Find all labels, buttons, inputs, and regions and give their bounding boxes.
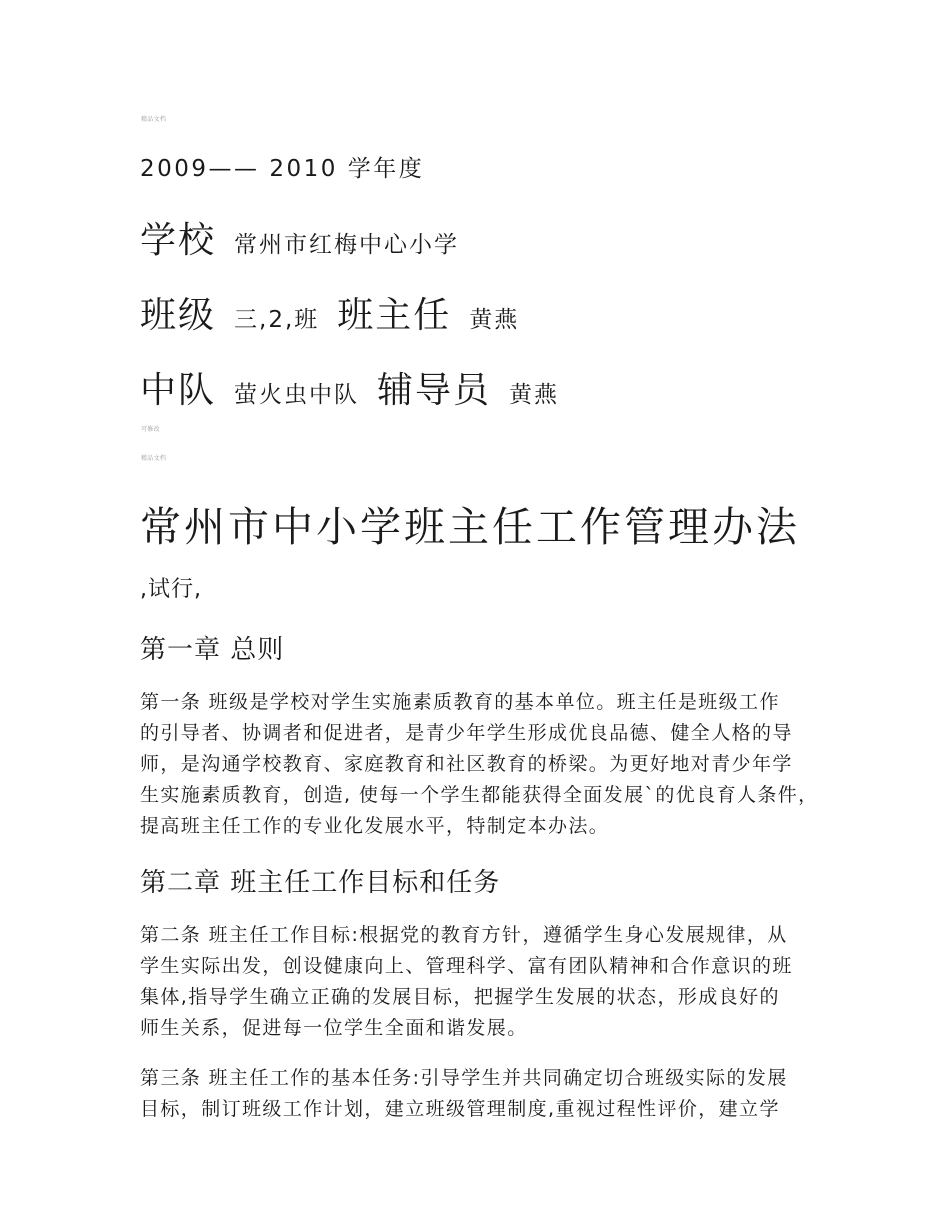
editable-mark: 可修改 (141, 426, 160, 433)
squad-label: 中队 (140, 370, 217, 411)
squad-value: 萤火虫中队 (234, 382, 360, 408)
article-1-line: 生实施素质教育，创造, 使每一个学生都能获得全面发展`的优良育人条件， (140, 784, 819, 806)
article-1-line: 的引导者、协调者和促进者，是青少年学生形成优良品德、健全人格的导 (140, 722, 793, 744)
school-label: 学校 (140, 220, 217, 261)
teacher-value: 黄燕 (469, 307, 520, 333)
article-1-line: 提高班主任工作的专业化发展水平，特制定本办法。 (140, 815, 610, 837)
squad-row (140, 362, 559, 413)
article-1-line: 第一条 班级是学校对学生实施素质教育的基本单位。班主任是班级工作 (140, 691, 780, 713)
class-label: 班级 (140, 295, 217, 336)
article-2-line: 集体,指导学生确立正确的发展目标，把握学生发展的状态，形成良好的 (140, 986, 780, 1008)
article-1-line: 师，是沟通学校教育、家庭教育和社区教育的桥梁。为更好地对青少年学 (140, 753, 793, 775)
chapter-2-heading: 第二章 班主任工作目标和任务 (140, 868, 501, 898)
doc-subtitle: ,试行, (140, 577, 202, 602)
doc-title: 常州市中小学班主任工作管理办法 (140, 503, 800, 551)
school-value: 常州市红梅中心小学 (234, 232, 460, 258)
counselor-label: 辅导员 (377, 370, 492, 411)
counselor-value: 黄燕 (509, 382, 560, 408)
article-3-line: 目标，制订班级工作计划，建立班级管理制度,重视过程性评价，建立学 (140, 1098, 780, 1120)
chapter-1-heading: 第一章 总则 (140, 635, 285, 665)
class-value: 三,2,班 (234, 307, 320, 333)
article-2-line: 师生关系，促进每一位学生全面和谐发展。 (140, 1017, 528, 1039)
article-2-line: 学生实际出发，创设健康向上、管理科学、富有团队精神和合作意识的班 (140, 955, 793, 977)
teacher-label: 班主任 (337, 295, 452, 336)
class-row (140, 287, 519, 338)
watermark-doc: 精品文档 (141, 455, 167, 462)
watermark-top: 精品文档 (141, 116, 167, 123)
article-2-line: 第二条 班主任工作目标:根据党的教育方针，遵循学生身心发展规律，从 (140, 924, 788, 946)
article-3-line: 第三条 班主任工作的基本任务:引导学生并共同确定切合班级实际的发展 (140, 1067, 788, 1089)
school-year: 2009—— 2010 学年度 (140, 156, 425, 182)
school-row (140, 212, 459, 263)
